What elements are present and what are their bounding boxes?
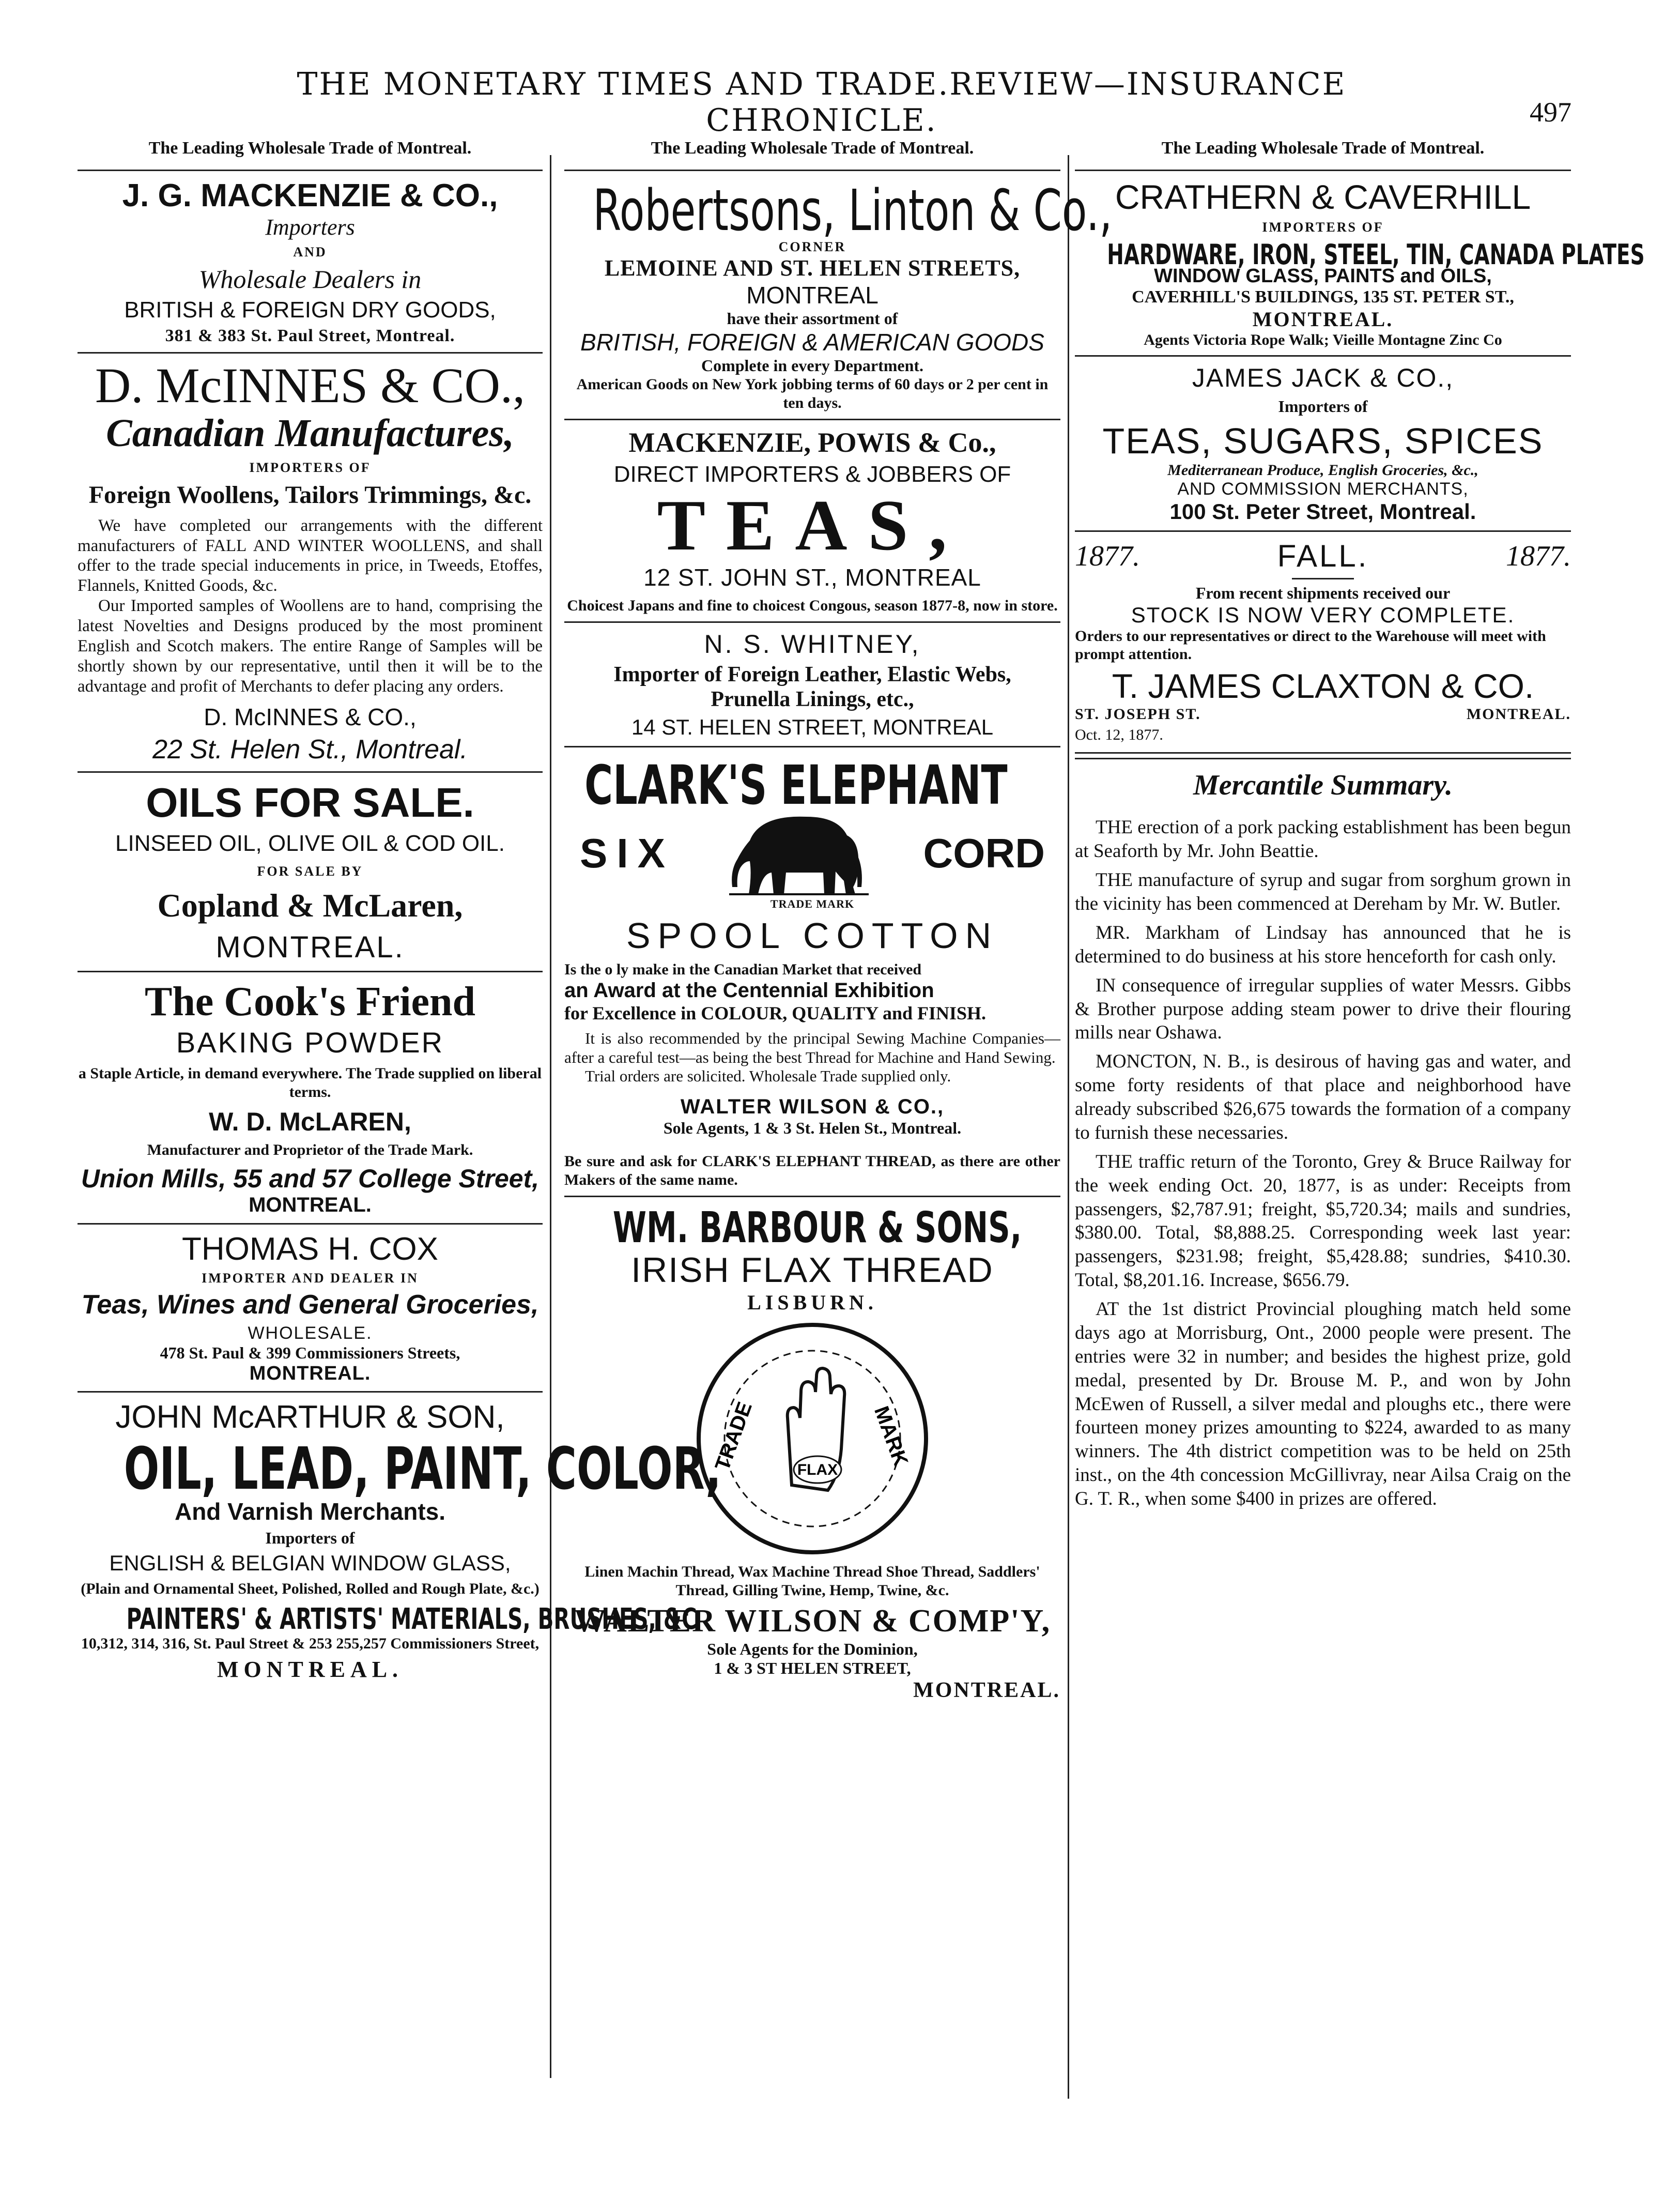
ad-line: DIRECT IMPORTERS & JOBBERS OF [613, 462, 1011, 487]
firm-name: J. G. MACKENZIE & CO., [122, 178, 498, 213]
page-number: 497 [1530, 97, 1571, 128]
season: FALL. [1277, 539, 1369, 573]
ad-line: Importers [265, 215, 355, 240]
firm-name: Copland & McLaren, [157, 887, 463, 924]
date: Oct. 12, 1877. [1075, 726, 1163, 743]
ad-line: (Plain and Ornamental Sheet, Polished, Rolled and Rough Plate, &c.) [81, 1580, 540, 1598]
ad-line: Agents Victoria Rope Walk; Vieille Montagne Zinc Co [1144, 331, 1502, 348]
ad-line: WINDOW GLASS, PAINTS and OILS, [1154, 265, 1492, 287]
ad-line: Importers of [265, 1529, 355, 1548]
address: 14 ST. HELEN STREET, MONTREAL [631, 715, 994, 739]
column-rule [550, 155, 551, 2078]
ad-paragraph: Trial orders are solicited. Wholesale Trade supplied only. [585, 1067, 951, 1086]
ad-line: Mediterranean Produce, English Groceries, &c., [1167, 462, 1478, 479]
ad-line: LINSEED OIL, OLIVE OIL & COD OIL. [115, 831, 505, 857]
city: LISBURN. [747, 1290, 877, 1314]
ad-line: AND COMMISSION MERCHANTS, [1177, 479, 1469, 499]
ad-subtitle: BAKING POWDER [176, 1026, 444, 1059]
mercantile-summary [1075, 768, 1571, 1511]
column-caption: The Leading Wholesale Trade of Montreal. [148, 139, 472, 158]
agent-name: WALTER WILSON & COMP'Y, [574, 1603, 1051, 1639]
ad-line: FOR SALE BY [257, 864, 363, 879]
city: MONTREAL. [249, 1194, 372, 1217]
ad-line: Importers of [1278, 397, 1368, 416]
firm-name: W. D. McLAREN, [209, 1107, 411, 1137]
ad-line: PAINTERS' & ARTISTS' MATERIALS, BRUSHES, &C [126, 1602, 697, 1637]
ad-jack [1075, 363, 1571, 524]
divider [564, 1196, 1060, 1197]
firm-name: WM. BARBOUR & SONS, [612, 1203, 1022, 1252]
city: MONTREAL. [1466, 706, 1571, 723]
ad-clarks-elephant [564, 754, 1060, 1189]
firm-name: CRATHERN & CAVERHILL [1115, 178, 1531, 216]
summary-paragraph: THE traffic return of the Toronto, Grey & Bruce Railway for the week ending Oct. 20, 1877, is as under: Receipts from passengers, $2,787.91; freight, $5,720.34; mails and sundries, $380.00. Total, $8,888.25. Corresponding week last year: passengers, $231.98; freight, $5,428.88; sundries, $410.30. Total, $8,201.16. Increase, $656.79. [1075, 1151, 1571, 1291]
ad-line: BRITISH, FOREIGN & AMERICAN GOODS [580, 329, 1044, 356]
ad-line: IMPORTERS OF [1262, 220, 1384, 235]
ad-line: Prunella Linings, etc., [711, 688, 914, 711]
city: MONTREAL. [215, 930, 405, 965]
ad-line: From recent shipments received our [1195, 584, 1451, 602]
double-divider [1075, 752, 1571, 759]
divider [78, 971, 543, 972]
firm-name: JOHN McARTHUR & SON, [115, 1399, 505, 1435]
ad-mackenzie [78, 177, 543, 346]
ad-title: OILS FOR SALE. [146, 780, 474, 826]
column-3 [1075, 135, 1645, 1516]
ad-subtitle: SPOOL COTTON [626, 915, 999, 956]
ad-line: CORNER [778, 239, 846, 254]
ad-line: STOCK IS NOW VERY COMPLETE. [1131, 603, 1515, 627]
firm-name: T. JAMES CLAXTON & CO. [1112, 667, 1534, 705]
city: MONTREAL. [913, 1678, 1060, 1702]
ad-word: SIX [580, 830, 674, 876]
ad-line: ENGLISH & BELGIAN WINDOW GLASS, [109, 1551, 511, 1576]
ad-line: Foreign Woollens, Tailors Trimmings, &c. [88, 481, 532, 509]
divider [1075, 355, 1571, 357]
ad-line: Sole Agents for the Dominion, [707, 1639, 918, 1658]
firm-name: JAMES JACK & CO., [1192, 363, 1454, 392]
address: Sole Agents, 1 & 3 St. Helen St., Montreal. [663, 1118, 962, 1137]
trademark-label: TRADE MARK [770, 897, 855, 910]
divider [78, 170, 543, 171]
ad-word: CORD [923, 830, 1045, 876]
ad-line: Teas, Wines and General Groceries, [81, 1290, 539, 1320]
divider [564, 419, 1060, 420]
signature: D. McINNES & CO., [204, 704, 417, 731]
ad-line: LEMOINE AND ST. HELEN STREETS, [604, 255, 1021, 281]
seal-right-text: MARK [870, 1403, 913, 1470]
section-title: Mercantile Summary. [1193, 769, 1453, 801]
ad-title: The Cook's Friend [144, 979, 476, 1025]
divider [1075, 170, 1571, 171]
ad-line: HARDWARE, IRON, STEEL, TIN, CANADA PLATES [1107, 238, 1645, 271]
divider [78, 1223, 543, 1225]
address: 12 ST. JOHN ST., MONTREAL [643, 564, 981, 591]
column-rule [1068, 155, 1069, 2099]
city: MONTREAL. [249, 1363, 371, 1385]
address: 478 St. Paul & 399 Commissioners Streets, [160, 1343, 460, 1363]
ad-subtitle: IRISH FLAX THREAD [631, 1250, 994, 1290]
address: CAVERHILL'S BUILDINGS, 135 ST. PETER ST., [1132, 287, 1514, 307]
ad-crathern [1075, 177, 1645, 349]
column-caption: The Leading Wholesale Trade of Montreal. [1161, 139, 1485, 158]
divider [564, 621, 1060, 623]
ad-subtitle: Canadian Manufactures, [106, 411, 514, 455]
city: MONTREAL [746, 282, 878, 309]
ad-cooks-friend [78, 979, 543, 1217]
ad-headline: TEAS, [657, 485, 968, 566]
firm-name: N. S. WHITNEY, [704, 630, 921, 659]
ad-paragraph: We have completed our arrangements with the different manufacturers of FALL AND WINTER WOOLLENS, and shall offer to the trade special inducements in price, in Tweeds, Etoffes, Flannels, Knitted Goods, &c. [78, 516, 543, 595]
elephant-trademark-icon [729, 809, 869, 897]
ad-mcarthur [78, 1399, 721, 1683]
address: Union Mills, 55 and 57 College Street, [81, 1164, 540, 1194]
ad-line: Is the o ly make in the Canadian Market that received [564, 961, 922, 978]
seal-center-text: FLAX [797, 1461, 838, 1478]
address: 1 & 3 ST HELEN STREET, [714, 1658, 911, 1677]
summary-paragraph: MONCTON, N. B., is desirous of having gas and water, and some forty residents of that place and neighborhood have already subscribed $26,675 towards the formation of a company to furnish these necessaries. [1075, 1051, 1571, 1143]
ad-line: IMPORTERS OF [249, 460, 371, 476]
short-rule [1292, 578, 1354, 579]
divider [78, 352, 543, 354]
agent-name: WALTER WILSON & CO., [680, 1095, 945, 1118]
flax-trademark-seal-icon [693, 1320, 931, 1557]
address: 10,312, 314, 316, St. Paul Street & 253 255,257 Commissioners Street, [81, 1635, 540, 1653]
ad-robertsons [564, 177, 1113, 412]
divider [1075, 530, 1571, 532]
ad-barbour [564, 1203, 1060, 1703]
ad-whitney [564, 629, 1060, 740]
city: MONTREAL. [217, 1657, 404, 1683]
ad-paragraph: Our Imported samples of Woollens are to hand, comprising the latest Novelties and Designs produced by the most prominent English and Scotch makers. The entire Range of Samples will be shortly shown by our representative, until then it will be to the advantage and profit of Merchants to defer placing any orders. [78, 597, 543, 696]
city: MONTREAL. [1252, 308, 1394, 331]
year-left: 1877. [1075, 540, 1140, 572]
ad-line: AND [293, 245, 327, 259]
ad-headline: OIL, LEAD, PAINT, COLOR, [124, 1435, 721, 1503]
summary-paragraph: IN consequence of irregular supplies of water Messrs. Gibbs & Brother purpose adding steam power to drive their flouring mills near Oshawa. [1075, 974, 1571, 1044]
ad-line: Orders to our representatives or direct to the Warehouse will meet with prompt attention. [1075, 628, 1546, 663]
firm-name: D. McINNES & CO., [95, 358, 525, 413]
ad-note: Be sure and ask for CLARK'S ELEPHANT THREAD, as there are other Makers of the same name. [564, 1152, 1060, 1188]
ad-paragraph: It is also recommended by the principal Sewing Machine Companies—after a careful test—as being the best Thread for Machine and Hand Sewing. [564, 1029, 1060, 1066]
seal-left-text: TRADE [711, 1399, 757, 1474]
column-caption: The Leading Wholesale Trade of Montreal. [651, 139, 974, 158]
ad-mcinnes [78, 360, 543, 765]
ad-line: for Excellence in COLOUR, QUALITY and FINISH. [564, 1003, 987, 1023]
address: 100 St. Peter Street, Montreal. [1169, 499, 1476, 524]
firm-name: Robertsons, Linton & Co., [593, 177, 1113, 243]
summary-paragraph: AT the 1st district Provincial ploughing match held some days ago at Morrisburg, Ont., 2000 people were present. The entries were 32 in number; and besides the highest prize, gold medal, presented by Dr. Brouse M. P., and won by John McEwen of Russell, a silver medal and ploughs etc., there were fourteen money prizes amounting to $224, awarded to as many winners. The 4th district competition was to be held on 25th inst., on the 4th concession McGillivray, near Ailsa Craig on the G. T. R., when some $400 in prizes are offered. [1075, 1298, 1571, 1510]
ad-title: CLARK'S ELEPHANT [584, 754, 1008, 817]
firm-name: MACKENZIE, POWIS & Co., [628, 427, 996, 458]
ad-line: Wholesale Dealers in [198, 265, 422, 294]
ad-line: have their assortment of [727, 309, 898, 328]
ad-line: Choicest Japans and fine to choicest Congous, season 1877-8, now in store. [567, 597, 1058, 614]
ad-claxton [1075, 538, 1571, 744]
ad-line: BRITISH & FOREIGN DRY GOODS, [124, 297, 496, 323]
ad-line: And Varnish Merchants. [174, 1498, 445, 1525]
summary-paragraph: THE erection of a pork packing establishment has been begun at Seaforth by Mr. John Beattie. [1075, 817, 1571, 862]
firm-name: THOMAS H. COX [181, 1231, 439, 1267]
address: 22 St. Helen St., Montreal. [152, 735, 468, 765]
running-header: THE MONETARY TIMES AND TRADE.REVIEW—INSURANCE CHRONICLE. [297, 66, 1347, 139]
ad-line: an Award at the Centennial Exhibition [564, 979, 934, 1002]
ad-cox [78, 1231, 543, 1385]
ad-line: Complete in every Department. [701, 356, 924, 375]
divider [78, 771, 543, 773]
ad-line: IMPORTER AND DEALER IN [202, 1271, 419, 1286]
summary-paragraph: THE manufacture of syrup and sugar from sorghum grown in the vicinity has been commenced at Dereham by Mr. W. Butler. [1075, 869, 1571, 915]
divider [78, 1391, 543, 1393]
divider [564, 746, 1060, 747]
ad-line: American Goods on New York jobbing terms of 60 days or 2 per cent in ten days. [576, 376, 1049, 411]
street: ST. JOSEPH ST. [1075, 706, 1201, 723]
divider [564, 170, 1060, 171]
summary-paragraph: MR. Markham of Lindsay has announced that he is determined to do business at his store henceforth for cash only. [1075, 922, 1571, 967]
ad-mackenzie-powis [564, 426, 1060, 615]
year-right: 1877. [1506, 540, 1571, 572]
ad-line: WHOLESALE. [248, 1323, 373, 1343]
ad-oils [78, 779, 543, 965]
ad-line: Linen Machin Thread, Wax Machine Thread Shoe Thread, Saddlers' Thread, Gilling Twine, Hemp, Twine, &c. [584, 1563, 1040, 1599]
ad-headline: TEAS, SUGARS, SPICES [1102, 421, 1544, 461]
ad-line: Importer of Foreign Leather, Elastic Webs, [613, 663, 1011, 686]
column-2 [564, 135, 1113, 1703]
ad-line: a Staple Article, in demand everywhere. The Trade supplied on liberal terms. [78, 1065, 542, 1101]
address: 381 & 383 St. Paul Street, Montreal. [165, 326, 455, 345]
ad-line: Manufacturer and Proprietor of the Trade Mark. [147, 1141, 473, 1159]
